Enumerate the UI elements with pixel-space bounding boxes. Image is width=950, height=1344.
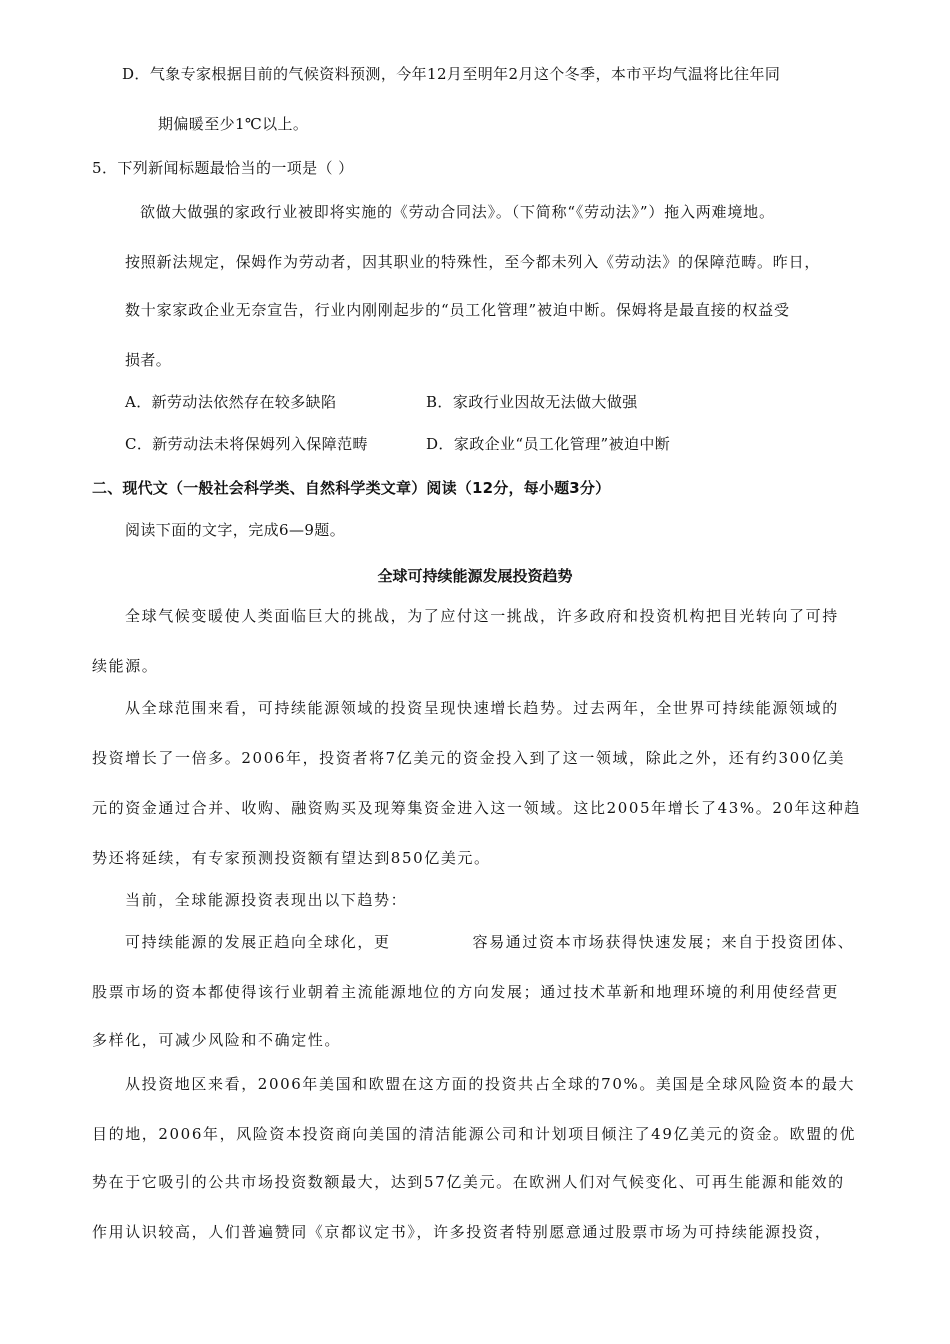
article-p3-line1: 当前，全球能源投资表现出以下趋势： [125,891,408,909]
article-p5-line4: 作用认识较高，人们普遍赞同《京都议定书》，许多投资者特别愿意通过股票市场为可持续能源投资， [92,1223,832,1241]
q5-passage-line4: 损者。 [125,351,172,369]
section2-instruction: 阅读下面的文字，完成6—9题。 [125,521,346,539]
q5-option-b: B．家政行业因故无法做大做强 [426,393,638,411]
q5-option-c: C．新劳动法未将保姆列入保障范畴 [125,435,368,453]
article-p1-line2: 续能源。 [92,657,159,675]
article-p4-line1-right: 容易通过资本市场获得快速发展；来自于投资团体、 [472,933,855,951]
article-p4-line1-left: 可持续能源的发展正趋向全球化，更 [125,933,391,951]
section2-heading: 二、现代文（一般社会科学类、自然科学类文章）阅读（12分，每小题3分） [92,479,611,497]
article-title: 全球可持续能源发展投资趋势 [377,567,573,585]
article-p4-line3: 多样化，可减少风险和不确定性。 [92,1031,342,1049]
q5-option-d: D．家政企业“员工化管理”被迫中断 [426,435,671,453]
article-p5-line3: 势在于它吸引的公共市场投资数额最大，达到57亿美元。在欧洲人们对气候变化、可再生能源和能效的 [92,1173,845,1191]
q5-passage-line3: 数十家家政企业无奈宣告，行业内刚刚起步的“员工化管理”被迫中断。保姆将是最直接的权益受 [125,301,790,319]
q5-option-a: A．新劳动法依然存在较多缺陷 [125,393,337,411]
article-p2-line1: 从全球范围来看，可持续能源领域的投资呈现快速增长趋势。过去两年，全世界可持续能源领域的 [125,699,839,717]
q5-stem: 5．下列新闻标题最恰当的一项是（ ） [92,159,354,177]
article-p2-line2: 投资增长了一倍多。2006年，投资者将7亿美元的资金投入到了这一领域，除此之外，还有约300亿美 [92,749,846,767]
article-p4-line2: 股票市场的资本都使得该行业朝着主流能源地位的方向发展；通过技术革新和地理环境的利用使经营更 [92,983,840,1001]
article-p1-line1: 全球气候变暖使人类面临巨大的挑战，为了应付这一挑战，许多政府和投资机构把目光转向了可持 [125,607,839,625]
article-p5-line2: 目的地，2006年，风险资本投资商向美国的清洁能源公司和计划项目倾注了49亿美元的资金。欧盟的优 [92,1125,857,1143]
article-p2-line3: 元的资金通过合并、收购、融资购买及现筹集资金进入这一领域。这比2005年增长了43%。20年这种趋 [92,799,862,817]
q4-option-d-line1: D．气象专家根据目前的气候资料预测，今年12月至明年2月这个冬季，本市平均气温将比往年同 [122,65,781,83]
q5-passage-line2: 按照新法规定，保姆作为劳动者，因其职业的特殊性，至今都未列入《劳动法》的保障范畴。昨日， [125,253,821,271]
article-p5-line1: 从投资地区来看，2006年美国和欧盟在这方面的投资共占全球的70%。美国是全球风险资本的最大 [125,1075,856,1093]
q5-passage-line1: 欲做大做强的家政行业被即将实施的《劳动合同法》。（下简称“《劳动法》”）拖入两难境地。 [140,203,775,221]
article-p2-line4: 势还将延续，有专家预测投资额有望达到850亿美元。 [92,849,491,867]
article-p4-line1 [125,932,854,952]
q4-option-d-line2: 期偏暖至少1℃以上。 [158,115,309,133]
